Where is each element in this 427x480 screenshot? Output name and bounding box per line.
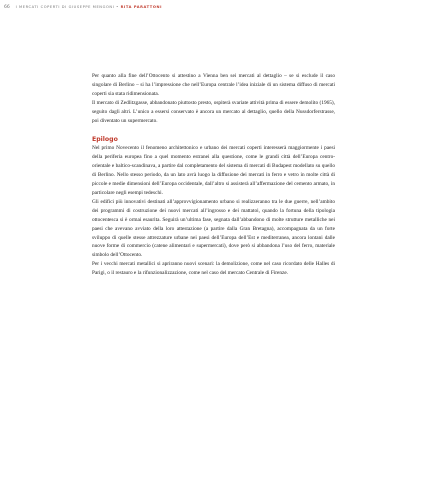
running-title: I MERCATI COPERTI DI GIUSEPPE MENGONI [15,5,115,9]
header-separator: • [116,5,119,9]
section-heading: Epilogo [92,136,118,144]
running-header [4,5,162,10]
paragraph: Per quanto alla fine dell’Ottocento si attestino a Vienna ben sei mercati al dettaglio – se si esclude il caso singolare di Berlino – si ha l’impressione che nell’Europa centrale l’idea iniziale di un sistema diffuso di mercati coperti sia stata ridimensionata. [92,73,335,97]
author-name: RITA PARATTONI [120,5,163,9]
paragraph: Gli edifici più innovativi destinati all’approvvigionamento urbano si realizzeranno tra le due guerre, nell’ambito dei programmi di costruzione dei nuovi mercati all’ingrosso e dei mattatoi, quando la fortuna della tipologia ottocentesca si è ormai esaurita. Seguirà un’ultima fase, segnata dall’abbandono di molte strutture metalliche nei paesi che avevano avviato della loro attestazione (a partire dalla Gran Bretagna), accompagnata da un forte sviluppo di quelle stesse attrezzature urbane nei paesi dell’Europa dell’Est e mediterranea, ancora lontani dalle nuove forme di commercio (catene alimentari e supermercati), dove però si abbandona l’uso del ferro, materiale simbolo dell’Ottocento. [92,198,335,259]
body-text [92,72,335,278]
paragraph: Per i vecchi mercati metallici si apriranno nuovi scenari: la demolizione, come nel caso ricordato delle Halles di Parigi, o il restauro e la rifunzionalizzazione, come nel caso del mercato Centrale di Firenze. [92,261,335,277]
paragraph: Nel primo Novecento il fenomeno architettonico e urbano dei mercati coperti interesserà maggiormente i paesi della periferia europea fino a quel momento estranei alla questione, come le grandi città dell’Europa centro-orientale e baltico-scandinava, a partire dal completamento del sistema di mercati di Budapest modellato su quello di Berlino. Nello stesso periodo, da un lato avrà luogo la diffusione dei mercati in ferro e vetro in molte città di piccole e medie dimensioni dell’Europa occidentale, dall’altro si assisterà all’affermazione del cemento armato, in particolare negli esempi tedeschi. [92,145,335,196]
page-number: 66 [4,5,10,10]
paragraph: Il mercato di Zedlitzgasse, abbandonato piuttosto presto, ospiterà svariate attività prima di essere demolito (1965), seguito dagli altri. L’unico a essersi conservato è ancora un mercato al dettaglio, quello della Nussdorferstrasse, poi diventato un supermercato. [92,99,335,124]
